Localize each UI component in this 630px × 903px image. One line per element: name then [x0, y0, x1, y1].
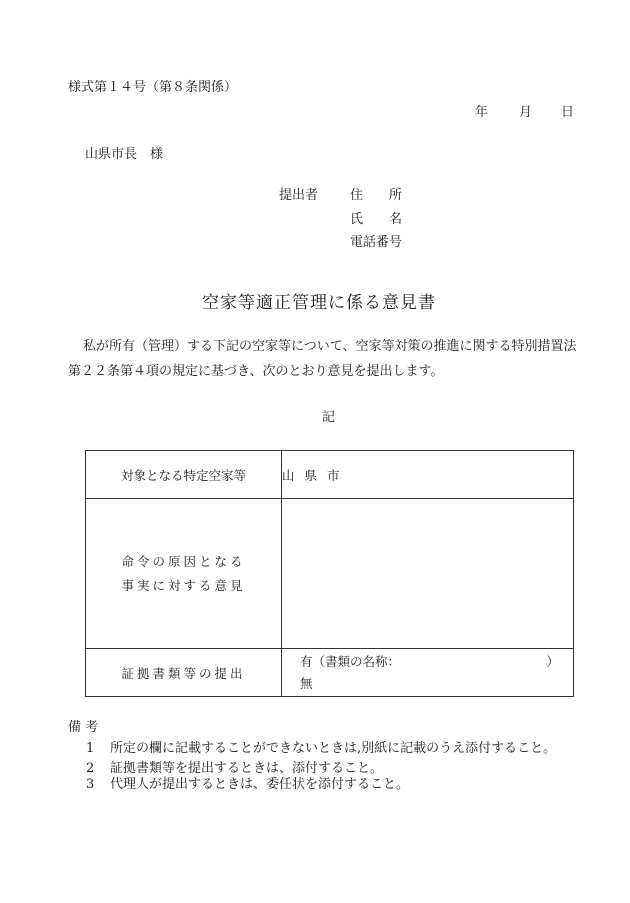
note-text: 代理人が提出するときは、委任状を添付すること。	[110, 777, 410, 792]
evidence-label: 証拠書類等の提出	[86, 649, 282, 697]
table-row	[86, 451, 574, 499]
note-number: 1	[86, 741, 95, 756]
date-month-label: 月	[519, 105, 533, 120]
note-item	[86, 777, 556, 793]
phone-label: 電話番号	[350, 235, 403, 250]
ki-marker: 記	[322, 410, 336, 425]
note-number: 2	[86, 761, 95, 776]
note-item	[86, 761, 556, 777]
table-row	[86, 499, 574, 649]
body-paragraph: 私が所有（管理）する下記の空家等について、空家等対策の推進に関する特別措置法第２２条第４項の規定に基づき、次のとおり意見を提出します。	[68, 339, 577, 379]
evidence-yes-close: ）	[546, 653, 559, 669]
address-label: 住 所	[350, 188, 403, 203]
target-property-label: 対象となる特定空家等	[86, 451, 282, 499]
date-year-label: 年	[475, 105, 489, 120]
name-label: 氏 名	[350, 212, 403, 227]
date-day-label: 日	[561, 105, 575, 120]
document-title: 空家等適正管理に係る意見書	[202, 293, 436, 313]
note-text: 所定の欄に記載することができないときは,別紙に記載のうえ添付すること。	[110, 741, 557, 756]
note-item	[86, 741, 556, 761]
opinion-label-line2: 事実に対する意見	[121, 577, 246, 593]
submitter-label: 提出者	[279, 188, 319, 203]
table-row	[86, 649, 574, 697]
opinion-table	[85, 450, 574, 697]
note-text: 証拠書類等を提出するときは、添付すること。	[110, 761, 384, 776]
evidence-no-option[interactable]: 無	[300, 675, 313, 691]
evidence-value[interactable]	[282, 649, 574, 697]
form-number: 様式第１４号（第８条関係）	[68, 80, 238, 95]
notes-heading: 備 考	[68, 720, 99, 735]
notes-list	[86, 741, 556, 793]
opinion-label	[86, 499, 282, 649]
note-number: 3	[86, 777, 95, 792]
addressee: 山県市長 様	[85, 147, 164, 162]
evidence-yes-option[interactable]: 有（書類の名称：	[300, 653, 401, 669]
target-property-value[interactable]: 山 県 市	[282, 451, 574, 499]
opinion-value[interactable]	[282, 499, 574, 649]
opinion-label-line1: 命令の原因となる	[121, 553, 246, 569]
evidence-yes-row	[300, 651, 559, 673]
